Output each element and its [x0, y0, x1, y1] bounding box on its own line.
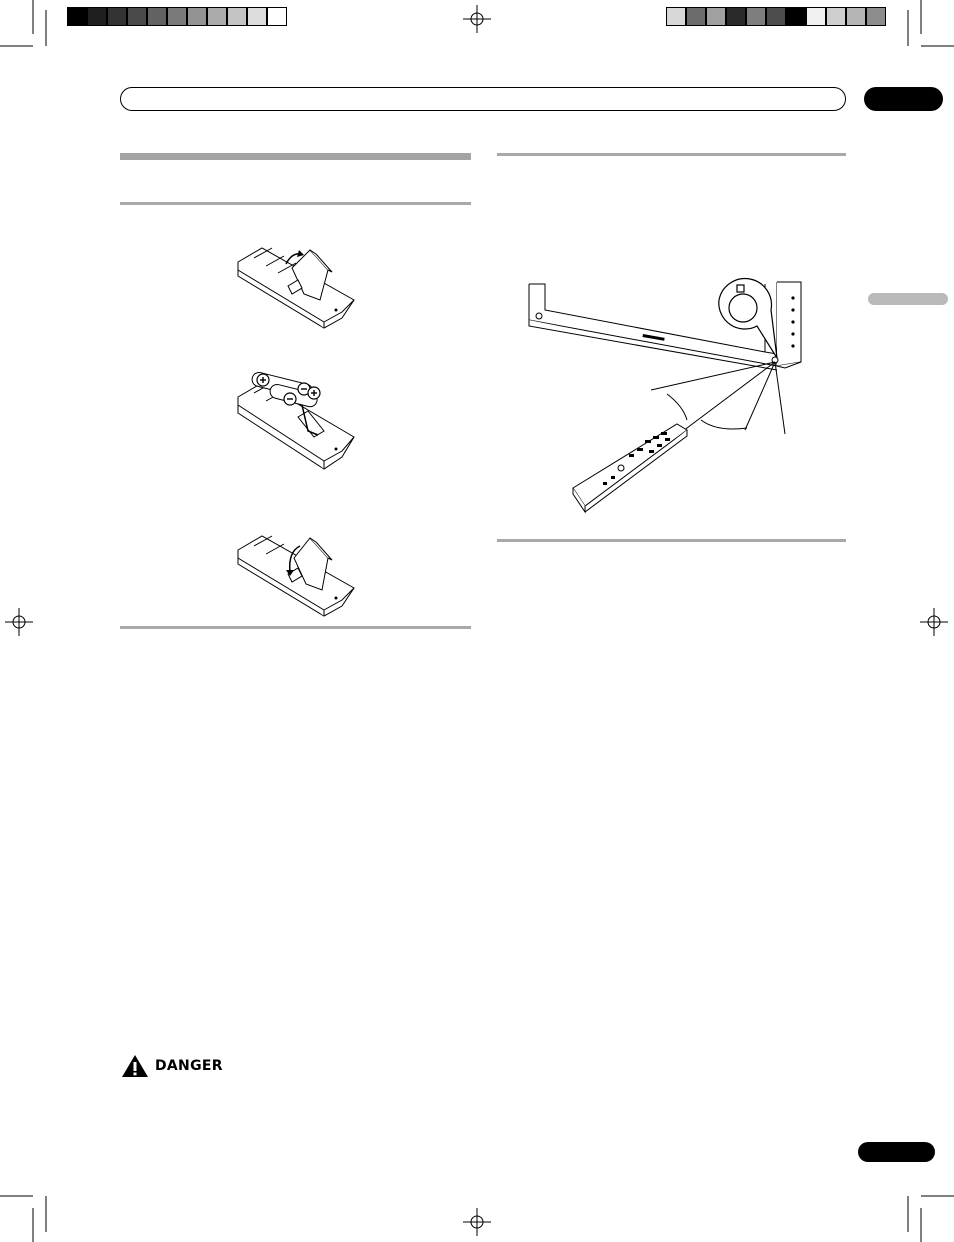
remote-open-cover-illustration [232, 240, 362, 332]
color-swatch [666, 7, 686, 26]
remote-control-icon [573, 424, 687, 512]
color-swatch [247, 7, 267, 26]
remote-close-cover-illustration [232, 528, 362, 620]
color-swatch [67, 7, 87, 26]
danger-label: DANGER [155, 1058, 223, 1074]
color-swatch [866, 7, 886, 26]
color-swatch [686, 7, 706, 26]
color-swatch [786, 7, 806, 26]
section-side-tab [868, 293, 948, 305]
color-swatch [846, 7, 866, 26]
remote-operating-range-diagram [525, 270, 815, 515]
color-swatch [87, 7, 107, 26]
color-swatch [147, 7, 167, 26]
color-swatch [706, 7, 726, 26]
registration-mark-right [920, 608, 948, 636]
warning-triangle-icon [121, 1054, 149, 1078]
section-rule-top-left [120, 153, 471, 160]
chapter-number-pill [864, 87, 943, 111]
subsection-rule-left [120, 202, 471, 205]
color-swatch [207, 7, 227, 26]
remote-insert-batteries-illustration [232, 365, 362, 483]
color-swatch [227, 7, 247, 26]
section-rule-right-bottom [497, 539, 846, 542]
color-swatch [127, 7, 147, 26]
page-number-pill [858, 1142, 935, 1162]
color-swatch [187, 7, 207, 26]
color-swatch [746, 7, 766, 26]
color-swatch [726, 7, 746, 26]
color-swatch [766, 7, 786, 26]
section-rule-top-right [497, 153, 846, 156]
registration-mark-top [463, 5, 491, 33]
color-swatch [107, 7, 127, 26]
header-bar [120, 87, 846, 111]
registration-mark-left [5, 608, 33, 636]
color-swatch [806, 7, 826, 26]
color-swatch [826, 7, 846, 26]
color-swatch [267, 7, 287, 26]
subsection-rule-left-bottom [120, 626, 471, 629]
color-swatch [167, 7, 187, 26]
registration-mark-bottom [463, 1208, 491, 1236]
danger-warning [121, 1054, 223, 1078]
